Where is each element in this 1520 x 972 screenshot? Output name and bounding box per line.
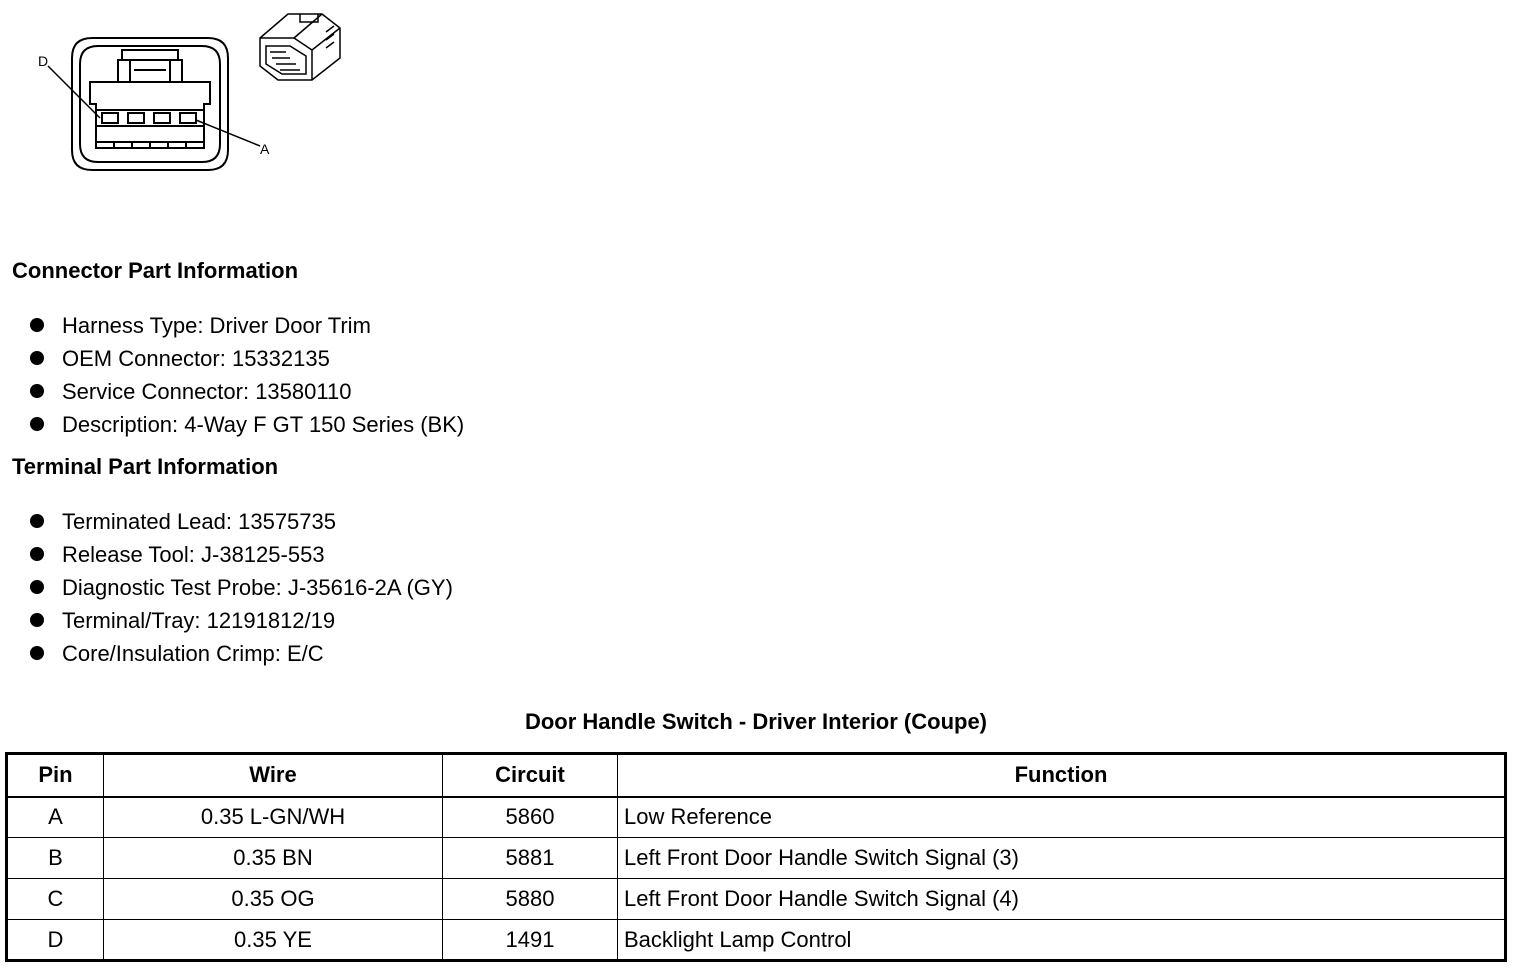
pinout-table (5, 752, 1507, 962)
cell-wire: 0.35 YE (104, 920, 443, 961)
cell-function: Left Front Door Handle Switch Signal (4) (618, 879, 1506, 920)
cell-pin: D (7, 920, 104, 961)
header-circuit: Circuit (443, 754, 618, 797)
connector-3d-view (260, 14, 340, 80)
table-row (7, 920, 1506, 961)
list-item: Diagnostic Test Probe: J-35616-2A (GY) (30, 571, 453, 604)
cell-function: Left Front Door Handle Switch Signal (3) (618, 838, 1506, 879)
cell-circuit: 1491 (443, 920, 618, 961)
connector-diagram (30, 8, 360, 180)
list-item: Core/Insulation Crimp: E/C (30, 637, 453, 670)
cell-pin: C (7, 879, 104, 920)
cell-circuit: 5881 (443, 838, 618, 879)
pin-d-label: D (38, 53, 49, 69)
connector-info-title: Connector Part Information (12, 258, 299, 283)
header-wire: Wire (104, 754, 443, 797)
connector-info-list (30, 309, 464, 441)
cell-wire: 0.35 L-GN/WH (104, 797, 443, 838)
cell-circuit: 5860 (443, 797, 618, 838)
table-row (7, 879, 1506, 920)
terminal-info-list (30, 505, 453, 670)
header-pin: Pin (7, 754, 104, 797)
list-item: Service Connector: 13580110 (30, 375, 464, 408)
cell-pin: B (7, 838, 104, 879)
list-item: Release Tool: J-38125-553 (30, 538, 453, 571)
cell-function: Low Reference (618, 797, 1506, 838)
table-title: Door Handle Switch - Driver Interior (Coupe) (524, 709, 988, 734)
pin-a-label: A (260, 141, 270, 157)
table-row (7, 838, 1506, 879)
cell-wire: 0.35 BN (104, 838, 443, 879)
header-function: Function (618, 754, 1506, 797)
list-item: OEM Connector: 15332135 (30, 342, 464, 375)
cell-circuit: 5880 (443, 879, 618, 920)
list-item: Description: 4-Way F GT 150 Series (BK) (30, 408, 464, 441)
table-row (7, 797, 1506, 838)
list-item: Terminal/Tray: 12191812/19 (30, 604, 453, 637)
cell-pin: A (7, 797, 104, 838)
table-header-row (7, 754, 1506, 797)
terminal-info-title: Terminal Part Information (12, 454, 279, 479)
list-item: Terminated Lead: 13575735 (30, 505, 453, 538)
cell-function: Backlight Lamp Control (618, 920, 1506, 961)
list-item: Harness Type: Driver Door Trim (30, 309, 464, 342)
cell-wire: 0.35 OG (104, 879, 443, 920)
